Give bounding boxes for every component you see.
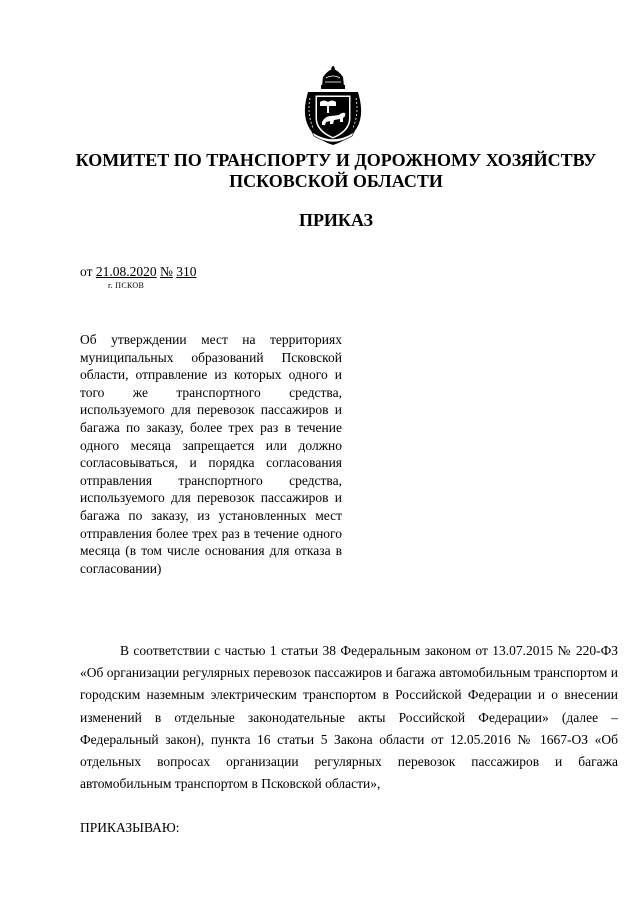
document-type: ПРИКАЗ: [298, 210, 374, 230]
date-prefix: от: [80, 264, 93, 279]
organization-name-line-2: ПСКОВСКОЙ ОБЛАСТИ: [229, 171, 443, 191]
document-date-number: [80, 264, 197, 280]
body-paragraph: В соответствии с частью 1 статьи 38 Федеральным законом от 13.07.2015 № 220-ФЗ «Об организации регулярных перевозок пассажиров и багажа автомобильным транспортом и городским наземным электрическим транспортом в Российской Федерации и о внесении изменений в отдельные законодательные акты Российской Федерации» (далее – Федеральный закон), пункта 16 статьи 5 Закона области от 12.05.2016 № 1667-ОЗ «Об отдельных вопросах организации регулярных перевозок пассажиров и багажа автомобильным транспортом в Псковской области»,: [80, 643, 618, 792]
organization-name-line-1: КОМИТЕТ ПО ТРАНСПОРТУ И ДОРОЖНОМУ ХОЗЯЙСТВУ: [75, 150, 597, 170]
document-date: 21.08.2020: [95, 264, 157, 279]
document-number: 310: [176, 264, 197, 279]
pskov-coat-of-arms-icon: [298, 66, 368, 146]
organization-name: [40, 150, 632, 192]
document-city: г. ПСКОВ: [108, 281, 145, 290]
order-word: ПРИКАЗЫВАЮ:: [80, 820, 180, 835]
document-subject: Об утверждении мест на территориях муниципальных образований Псковской области, отправление из которых одного и того же транспортного средства, используемого для перевозок пассажиров и багажа по заказу, более трех раз в течение одного месяца запрещается или должно согласовываться, и порядка согласования отправления транспортного средства, используемого для перевозок пассажиров и багажа по заказу, из установленных мест отправления более трех раз в течение одного месяца (в том числе основания для отказа в согласовании): [80, 332, 342, 576]
number-sign: №: [159, 264, 173, 279]
crown-icon: [321, 66, 345, 89]
